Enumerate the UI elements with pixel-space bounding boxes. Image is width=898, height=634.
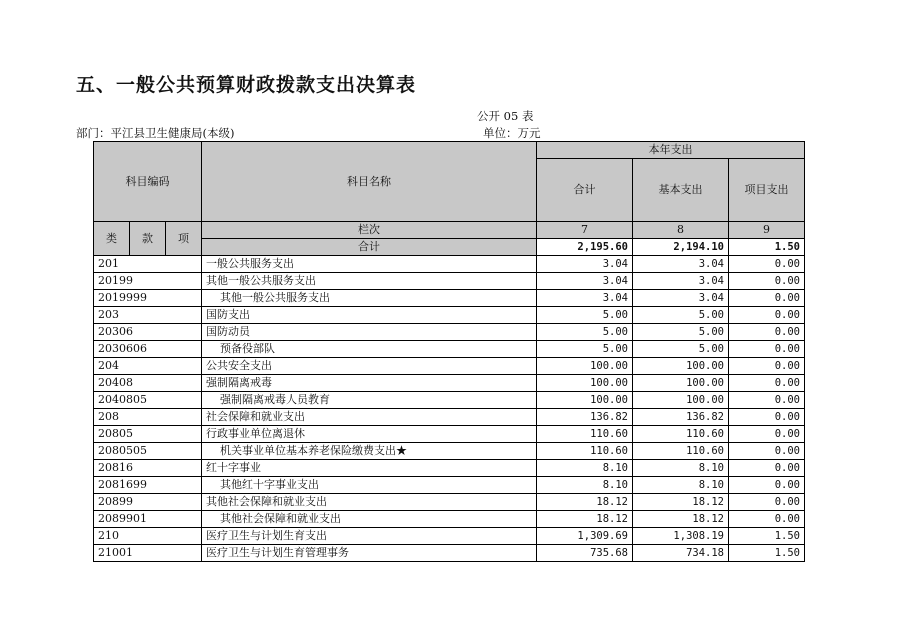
subject-name: 强制隔离戒毒 xyxy=(202,375,537,392)
total-project: 1.50 xyxy=(729,239,805,256)
amount-project: 0.00 xyxy=(729,477,805,494)
header-code: 科目编码 xyxy=(94,142,202,222)
subject-name: 一般公共服务支出 xyxy=(202,256,537,273)
amount-project: 0.00 xyxy=(729,409,805,426)
amount-total: 3.04 xyxy=(537,256,633,273)
amount-basic: 100.00 xyxy=(633,358,729,375)
subject-code: 2089901 xyxy=(94,511,202,528)
subject-name: 其他一般公共服务支出 xyxy=(202,290,537,307)
subject-name: 国防动员 xyxy=(202,324,537,341)
subject-name: 行政事业单位离退休 xyxy=(202,426,537,443)
amount-total: 18.12 xyxy=(537,494,633,511)
amount-project: 1.50 xyxy=(729,545,805,562)
amount-project: 0.00 xyxy=(729,290,805,307)
amount-total: 100.00 xyxy=(537,392,633,409)
table-row xyxy=(94,545,805,562)
subject-name: 医疗卫生与计划生育管理事务 xyxy=(202,545,537,562)
total-basic: 2,194.10 xyxy=(633,239,729,256)
table-row xyxy=(94,290,805,307)
subject-code: 20306 xyxy=(94,324,202,341)
amount-total: 136.82 xyxy=(537,409,633,426)
unit-label: 单位：万元 xyxy=(483,126,541,140)
subject-name: 预备役部队 xyxy=(202,341,537,358)
amount-project: 0.00 xyxy=(729,511,805,528)
subject-code: 208 xyxy=(94,409,202,426)
subject-code: 2080505 xyxy=(94,443,202,460)
subject-code: 210 xyxy=(94,528,202,545)
amount-total: 8.10 xyxy=(537,460,633,477)
amount-basic: 3.04 xyxy=(633,256,729,273)
amount-basic: 8.10 xyxy=(633,477,729,494)
subject-code: 21001 xyxy=(94,545,202,562)
table-row xyxy=(94,477,805,494)
amount-basic: 18.12 xyxy=(633,511,729,528)
header-basic: 基本支出 xyxy=(633,159,729,222)
table-row xyxy=(94,426,805,443)
amount-total: 8.10 xyxy=(537,477,633,494)
total-amount: 2,195.60 xyxy=(537,239,633,256)
amount-basic: 5.00 xyxy=(633,341,729,358)
subject-code: 2019999 xyxy=(94,290,202,307)
subject-code: 20899 xyxy=(94,494,202,511)
subject-code: 2040805 xyxy=(94,392,202,409)
subject-code: 203 xyxy=(94,307,202,324)
amount-basic: 5.00 xyxy=(633,307,729,324)
table-row xyxy=(94,409,805,426)
subject-name: 红十字事业 xyxy=(202,460,537,477)
amount-basic: 100.00 xyxy=(633,375,729,392)
table-row xyxy=(94,443,805,460)
subject-name: 社会保障和就业支出 xyxy=(202,409,537,426)
amount-project: 0.00 xyxy=(729,392,805,409)
amount-project: 0.00 xyxy=(729,273,805,290)
table-row xyxy=(94,494,805,511)
subject-name: 国防支出 xyxy=(202,307,537,324)
amount-total: 110.60 xyxy=(537,443,633,460)
header-column-no: 栏次 xyxy=(202,222,537,239)
header-col8: 8 xyxy=(633,222,729,239)
subject-code: 20805 xyxy=(94,426,202,443)
amount-project: 1.50 xyxy=(729,528,805,545)
amount-project: 0.00 xyxy=(729,460,805,477)
amount-total: 1,309.69 xyxy=(537,528,633,545)
header-kuan: 款 xyxy=(130,222,166,256)
header-total: 合计 xyxy=(537,159,633,222)
amount-total: 18.12 xyxy=(537,511,633,528)
amount-basic: 110.60 xyxy=(633,443,729,460)
amount-project: 0.00 xyxy=(729,324,805,341)
amount-basic: 1,308.19 xyxy=(633,528,729,545)
amount-basic: 8.10 xyxy=(633,460,729,477)
department-label: 部门：平江县卫生健康局(本级) xyxy=(76,126,235,140)
table-row xyxy=(94,375,805,392)
subject-code: 2030606 xyxy=(94,341,202,358)
header-project: 项目支出 xyxy=(729,159,805,222)
table-row xyxy=(94,511,805,528)
table-row xyxy=(94,460,805,477)
amount-total: 100.00 xyxy=(537,358,633,375)
amount-total: 3.04 xyxy=(537,273,633,290)
subject-name: 公共安全支出 xyxy=(202,358,537,375)
table-row xyxy=(94,256,805,273)
header-year-spend: 本年支出 xyxy=(537,142,805,159)
subject-name: 其他红十字事业支出 xyxy=(202,477,537,494)
subject-name: 机关事业单位基本养老保险缴费支出★ xyxy=(202,443,537,460)
table-row xyxy=(94,273,805,290)
table-row xyxy=(94,341,805,358)
amount-basic: 136.82 xyxy=(633,409,729,426)
header-xiang: 项 xyxy=(166,222,202,256)
amount-total: 5.00 xyxy=(537,341,633,358)
amount-basic: 110.60 xyxy=(633,426,729,443)
amount-project: 0.00 xyxy=(729,341,805,358)
table-row xyxy=(94,392,805,409)
amount-basic: 3.04 xyxy=(633,273,729,290)
amount-project: 0.00 xyxy=(729,426,805,443)
subject-code: 201 xyxy=(94,256,202,273)
amount-total: 735.68 xyxy=(537,545,633,562)
header-name: 科目名称 xyxy=(202,142,537,222)
header-lei: 类 xyxy=(94,222,130,256)
subject-code: 2081699 xyxy=(94,477,202,494)
amount-total: 110.60 xyxy=(537,426,633,443)
table-row xyxy=(94,324,805,341)
amount-project: 0.00 xyxy=(729,307,805,324)
header-col9: 9 xyxy=(729,222,805,239)
table-row xyxy=(94,358,805,375)
subject-name: 医疗卫生与计划生育支出 xyxy=(202,528,537,545)
subject-name: 其他社会保障和就业支出 xyxy=(202,494,537,511)
subject-name: 强制隔离戒毒人员教育 xyxy=(202,392,537,409)
subject-code: 20408 xyxy=(94,375,202,392)
table-row xyxy=(94,307,805,324)
amount-project: 0.00 xyxy=(729,256,805,273)
amount-project: 0.00 xyxy=(729,494,805,511)
form-number: 公开 05 表 xyxy=(477,109,534,123)
amount-basic: 18.12 xyxy=(633,494,729,511)
amount-basic: 734.18 xyxy=(633,545,729,562)
expenditure-table xyxy=(93,141,805,562)
subject-code: 20816 xyxy=(94,460,202,477)
amount-basic: 100.00 xyxy=(633,392,729,409)
subject-name: 其他一般公共服务支出 xyxy=(202,273,537,290)
amount-basic: 5.00 xyxy=(633,324,729,341)
page-title: 五、一般公共预算财政拨款支出决算表 xyxy=(76,74,417,96)
amount-total: 5.00 xyxy=(537,307,633,324)
amount-total: 3.04 xyxy=(537,290,633,307)
amount-total: 100.00 xyxy=(537,375,633,392)
subject-name: 其他社会保障和就业支出 xyxy=(202,511,537,528)
amount-total: 5.00 xyxy=(537,324,633,341)
subject-code: 20199 xyxy=(94,273,202,290)
amount-basic: 3.04 xyxy=(633,290,729,307)
amount-project: 0.00 xyxy=(729,358,805,375)
table-row xyxy=(94,528,805,545)
total-label: 合计 xyxy=(202,239,537,256)
subject-code: 204 xyxy=(94,358,202,375)
header-col7: 7 xyxy=(537,222,633,239)
amount-project: 0.00 xyxy=(729,443,805,460)
amount-project: 0.00 xyxy=(729,375,805,392)
